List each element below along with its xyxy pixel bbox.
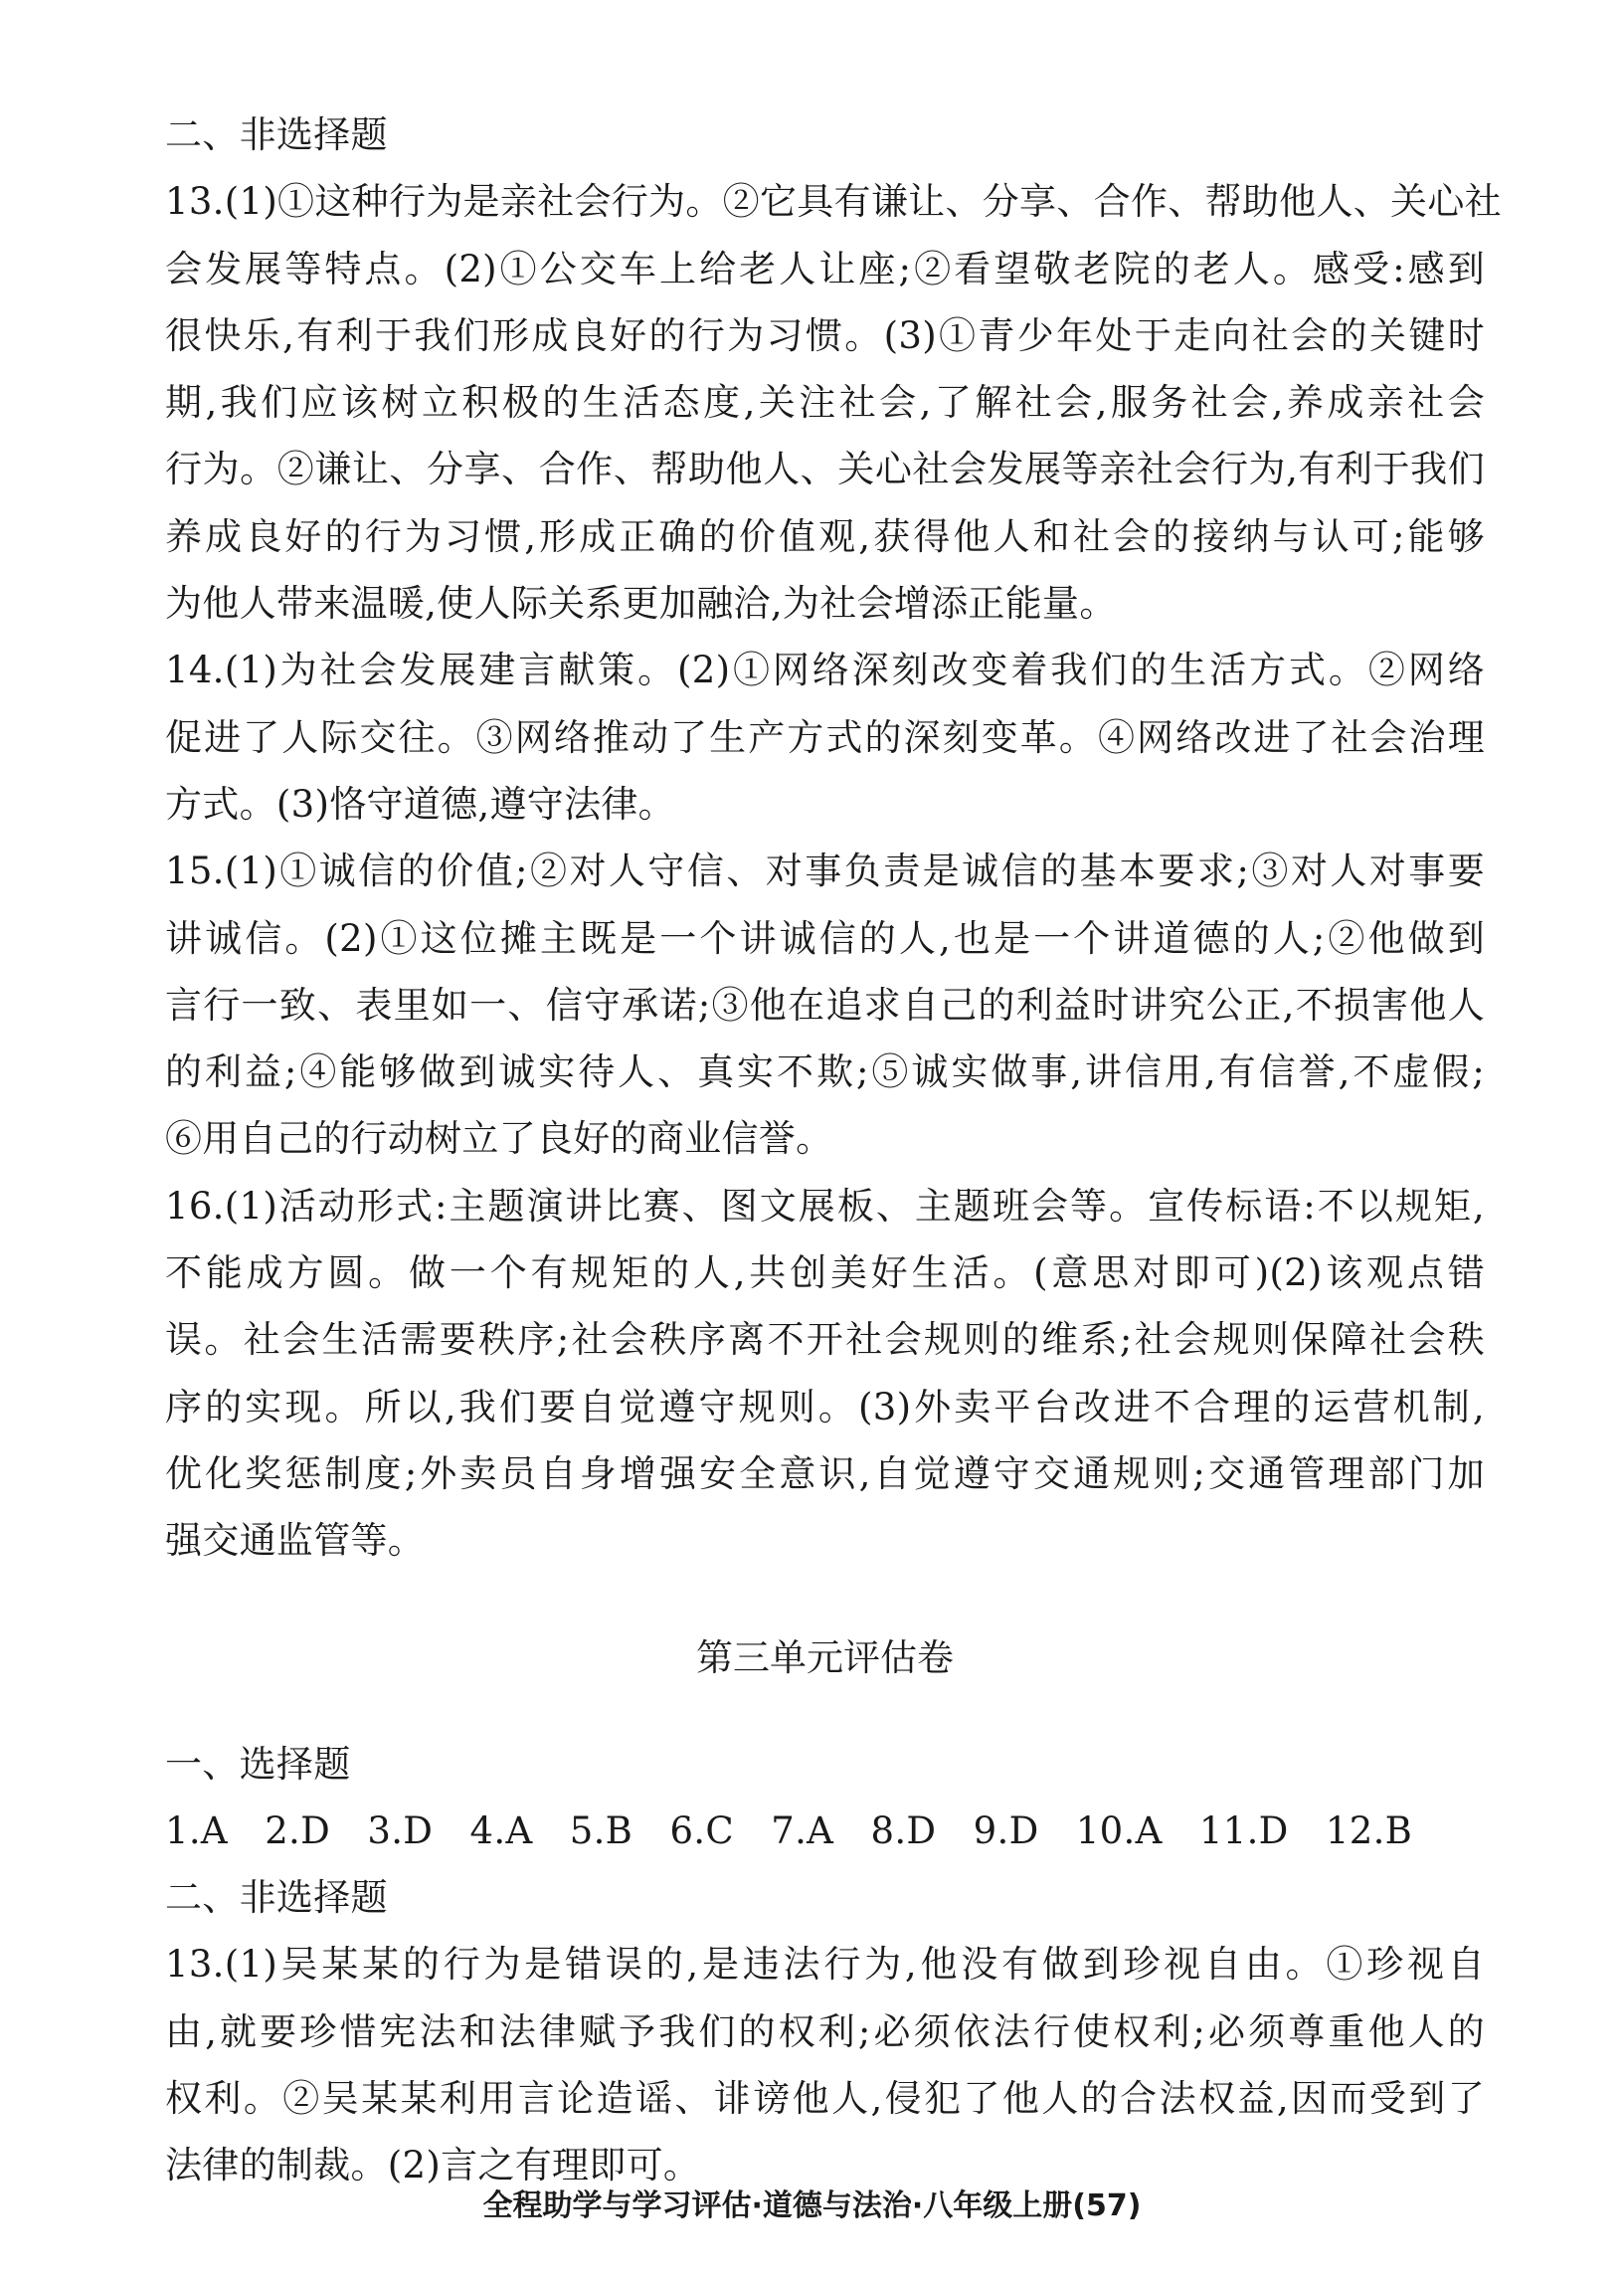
- unit3-answer-q13: [165, 1931, 1485, 2198]
- text-line: 促进了人际交往。③网络推动了生产方式的深刻变革。④网络改进了社会治理: [165, 715, 1485, 759]
- text-line: 15.(1)①诚信的价值;②对人守信、对事负责是诚信的基本要求;③对人对事要: [165, 850, 1485, 893]
- answer-q16: [165, 1173, 1485, 1575]
- text-line: 行为。②谦让、分享、合作、帮助他人、关心社会发展等亲社会行为,有利于我们: [165, 448, 1485, 491]
- text-line: 由,就要珍惜宪法和法律赋予我们的权利;必须依法行使权利;必须尊重他人的: [165, 2009, 1485, 2053]
- text-line: 序的实现。所以,我们要自觉遵守规则。(3)外卖平台改进不合理的运营机制,: [165, 1385, 1485, 1428]
- answer-q15: [165, 838, 1485, 1172]
- section-heading-nonchoice: 二、非选择题: [165, 1876, 388, 1920]
- text-line: 言行一致、表里如一、信守承诺;③他在追求自己的利益时讲究公正,不损害他人: [165, 983, 1485, 1027]
- text-line: 强交通监管等。: [165, 1519, 426, 1563]
- text-line: 13.(1)①这种行为是亲社会行为。②它具有谦让、分享、合作、帮助他人、关心社: [165, 180, 1502, 224]
- text-line: 讲诚信。(2)①这位摊主既是一个讲诚信的人,也是一个讲道德的人;②他做到: [165, 916, 1485, 960]
- text-line: 误。社会生活需要秩序;社会秩序离不开社会规则的维系;社会规则保障社会秩: [165, 1318, 1485, 1362]
- text-line: 法律的制裁。(2)言之有理即可。: [165, 2144, 701, 2187]
- text-line: 会发展等特点。(2)①公交车上给老人让座;②看望敬老院的老人。感受:感到: [165, 247, 1485, 290]
- unit-title: 第三单元评估卷: [696, 1635, 954, 1679]
- text-line: 为他人带来温暖,使人际关系更加融洽,为社会增添正能量。: [165, 582, 1117, 626]
- answer-q14: [165, 637, 1485, 838]
- text-line: 优化奖惩制度;外卖员自身增强安全意识,自觉遵守交通规则;交通管理部门加: [165, 1451, 1485, 1495]
- text-line: 14.(1)为社会发展建言献策。(2)①网络深刻改变着我们的生活方式。②网络: [165, 649, 1485, 692]
- text-line: 很快乐,有利于我们形成良好的行为习惯。(3)①青少年处于走向社会的关键时: [165, 313, 1485, 357]
- text-line: 权利。②吴某某利用言论造谣、诽谤他人,侵犯了他人的合法权益,因而受到了: [165, 2077, 1485, 2121]
- multiple-choice-answers: 1.A 2.D 3.D 4.A 5.B 6.C 7.A 8.D 9.D 10.A 11.D 12.B: [165, 1808, 1413, 1852]
- text-line: 方式。(3)恪守道德,遵守法律。: [165, 782, 675, 826]
- section-heading-nonchoice: 二、非选择题: [165, 113, 388, 156]
- answer-q13: [165, 168, 1502, 637]
- text-line: 期,我们应该树立积极的生活态度,关注社会,了解社会,服务社会,养成亲社会: [165, 381, 1485, 425]
- text-line: ⑥用自己的行动树立了良好的商业信誉。: [165, 1117, 833, 1161]
- text-line: 16.(1)活动形式:主题演讲比赛、图文展板、主题班会等。宣传标语:不以规矩,: [165, 1184, 1485, 1228]
- section-heading-choice: 一、选择题: [165, 1742, 351, 1786]
- text-line: 13.(1)吴某某的行为是错误的,是违法行为,他没有做到珍视自由。①珍视自: [165, 1943, 1485, 1987]
- text-line: 养成良好的行为习惯,形成正确的价值观,获得他人和社会的接纳与认可;能够: [165, 514, 1485, 558]
- page-footer: 全程助学与学习评估·道德与法治·八年级上册(57): [482, 2188, 1142, 2223]
- text-line: 不能成方圆。做一个有规矩的人,共创美好生活。(意思对即可)(2)该观点错: [165, 1251, 1485, 1295]
- text-line: 的利益;④能够做到诚实待人、真实不欺;⑤诚实做事,讲信用,有信誉,不虚假;: [165, 1050, 1485, 1094]
